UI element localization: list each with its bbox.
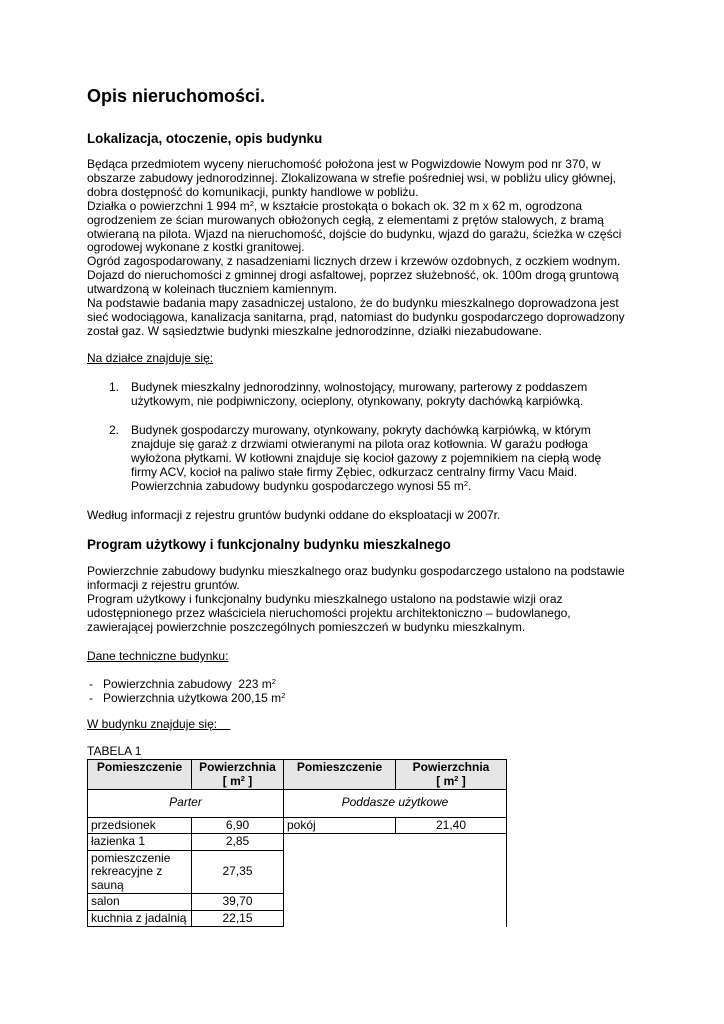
text-line: obszarze zabudowy jednorodzinnej. Zlokalizowana w strefie pośredniej wsi, w pobliżu ulicy głównej,: [87, 170, 616, 185]
list-item-text: [131, 424, 601, 494]
superscript: 2: [240, 773, 245, 783]
table-caption: TABELA 1: [87, 744, 142, 758]
text-line: Będąca przedmiotem wyceny nieruchomość położona jest w Pogwizdowie Nowym pod nr 370, w: [87, 157, 601, 171]
tech-item-text: - Powierzchnia zabudowy 223 m: [89, 677, 272, 691]
table-header-row: [88, 760, 507, 790]
section-heading-location: Lokalizacja, otoczenie, opis budynku: [87, 131, 323, 146]
header-area-unit: [436, 774, 466, 788]
empty-cell: [284, 834, 507, 927]
header-area-unit: [223, 774, 253, 788]
room-area: 21,40: [396, 817, 507, 834]
superscript: 2: [249, 198, 254, 208]
room-name: pokój: [284, 817, 396, 834]
text-line: utwardzoną w koleinach tłucznie​m kamiennym.: [87, 282, 338, 297]
room-name: pomieszczenie rekreacyjne z sauną: [88, 850, 192, 894]
header-room: Pomieszczenie: [284, 760, 396, 790]
header-room: Pomieszczenie: [88, 760, 192, 790]
in-building-label: [87, 718, 230, 732]
text-line: udostępnionego przez właściciela nieruchomości projektu architektoniczno – budowlanego,: [87, 605, 571, 620]
text-line: Na podstawie badania mapy zasadniczej ustalono, że do budynku mieszkalnego doprowadzona jest: [87, 296, 619, 311]
room-area: 22,15: [192, 910, 284, 927]
rooms-table: [87, 759, 507, 927]
text-line: otwieraną na pilota. Wjazd na nieruchomość, dojście do budynku, wjazd do garażu, ścieżka w części: [87, 226, 622, 241]
utility-area-end: .: [468, 478, 472, 493]
group-ground-floor: Parter: [88, 790, 284, 818]
text-line: informacji z rejestru gruntów.: [87, 577, 240, 592]
utility-area-line: [131, 480, 601, 494]
plot-contents-label: Na działce znajduje się:: [87, 351, 214, 365]
text-line: znajduje się garaż z drzwiami otwieranymi na pilota oraz kotłownia. W garażu podłoga: [131, 436, 588, 451]
text-line: ogrodowej wykonane z kostki granitowej.: [87, 240, 305, 255]
unit-close: ]: [244, 773, 253, 788]
unit-open: [ m: [222, 773, 241, 788]
list-number: 1.: [109, 380, 120, 394]
list-item-text: [131, 381, 587, 409]
text-line: został gaz. W sąsiedztwie budynki mieszkalne jednorodzinne, działki niezabudowane.: [87, 323, 542, 338]
superscript: 2: [281, 691, 286, 700]
text-line: Dojazd do nieruchomości z gminnej drogi asfaltowej, poprzez służebność, ok. 100m drogą gruntową: [87, 268, 619, 283]
text-line: użytkowym, nie podpiwniczony, ocieplony, otynkowany, pokryty dachówką karpiówką.: [131, 393, 584, 408]
room-area: 2,85: [192, 834, 284, 851]
text-line: Ogród zagospodarowany, z nasadzeniami licznych drzew i krzewów ozdobnych, z oczkiem wodnym.: [87, 254, 621, 269]
page-title: Opis nieruchomości.: [87, 86, 266, 106]
tech-item-text: - Powierzchnia użytkowa 200,15 m: [89, 691, 282, 705]
text-line: Budynek gospodarczy murowany, otynkowany, pokryty dachówką karpiówką, w którym: [131, 423, 591, 437]
room-area: 27,35: [192, 850, 284, 894]
text-line: dobra dostępność do komunikacji, punkty handlowe w pobliżu.: [87, 184, 419, 199]
room-name: kuchnia z jadalnią: [88, 910, 192, 927]
location-paragraph: [87, 158, 647, 339]
table-row: [88, 817, 507, 834]
section-heading-program: Program użytkowy i funkcjonalny budynku mieszkalnego: [87, 537, 451, 552]
room-name: łazienka 1: [88, 834, 192, 851]
plot-area-text-cont: , w kształcie prostokąta o bokach ok. 32 m x 62 m, ogrodzona: [253, 198, 583, 213]
plot-area-line: [87, 200, 647, 214]
table-row: [88, 834, 507, 851]
header-area: [396, 760, 507, 790]
tech-item-built-area: [89, 677, 276, 691]
text-line: sieć wodociągowa, kanalizacja sanitarna, prąd, natomiast do budynku gospodarczego doprowadzony: [87, 309, 625, 324]
registry-note: Według informacji z rejestru gruntów budynki oddane do eksploatacji w 2007r.: [87, 508, 501, 522]
header-area-line1: Powierzchnia: [412, 760, 490, 774]
tech-item-usable-area: [89, 691, 285, 705]
header-area-line1: Powierzchnia: [199, 760, 276, 774]
superscript: 2: [454, 773, 459, 783]
text-line: zawierającej powierzchnie poszczególnych pomieszczeń w budynku mieszkalnym.: [87, 619, 526, 634]
room-area: 39,70: [192, 894, 284, 911]
text-line: wyłożona płytkami. W kotłowni znajduje się kocioł gazowy z pojemnikiem na ciepłą wodę: [131, 450, 602, 465]
text-line: Program użytkowy i funkcjonalny budynku mieszkalnego ustalono na podstawie wizji oraz: [87, 591, 563, 606]
table-group-row: [88, 790, 507, 818]
underline-filler: [217, 717, 230, 731]
superscript: 2: [463, 478, 469, 488]
utility-area-text: Powierzchnia zabudowy budynku gospodarczego wynosi 55 m: [131, 478, 464, 493]
header-area: [192, 760, 284, 790]
room-name: przedsionek: [88, 817, 192, 834]
text-line: firmy ACV, kocioł na paliwo stałe firmy Zębiec, odkurzacz centralny firmy Vacu Maid.: [131, 464, 578, 479]
tech-data-label: Dane techniczne budynku:: [87, 649, 229, 663]
list-number: 2.: [109, 423, 120, 437]
program-paragraph: [87, 565, 647, 635]
room-name: salon: [88, 894, 192, 911]
unit-open: [ m: [436, 773, 455, 788]
group-attic: Poddasze użytkowe: [284, 790, 507, 818]
superscript: 2: [271, 677, 276, 686]
plot-area-text: Działka o powierzchni 1 994 m: [87, 198, 250, 213]
text-line: Budynek mieszkalny jednorodzinny, wolnostojący, murowany, parterowy z poddaszem: [131, 380, 588, 394]
text-line: Powierzchnie zabudowy budynku mieszkalnego oraz budynku gospodarczego ustalono na podstawie: [87, 564, 625, 578]
room-area: 6,90: [192, 817, 284, 834]
unit-close: ]: [458, 773, 466, 788]
in-building-text: W budynku znajduje się:: [87, 717, 218, 731]
text-line: ogrodzeniem ze ścian murowanych obłożonych cegłą, z elementami z prętów stalowych, z bramą: [87, 212, 604, 227]
